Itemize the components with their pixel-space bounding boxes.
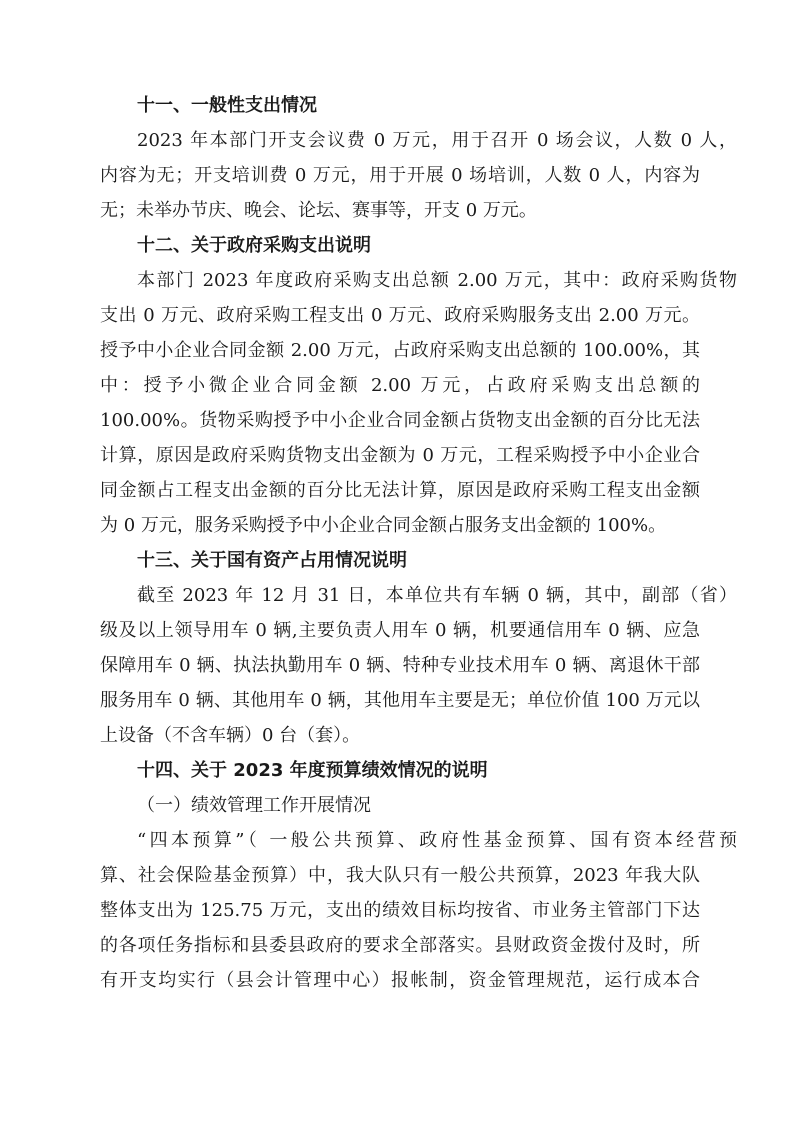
section-heading-14: 十四、关于 2023 年度预算绩效情况的说明 <box>137 760 488 781</box>
section-heading-11: 十一、一般性支出情况 <box>137 95 317 116</box>
paragraph-line: 的各项任务指标和县委县政府的要求全部落实。县财政资金拨付及时，所 <box>100 935 700 956</box>
paragraph-line: 授予中小企业合同金额 2.00 万元，占政府采购支出总额的 100.00%，其 <box>100 340 700 361</box>
paragraph-line: 算、社会保险基金预算）中，我大队只有一般公共预算，2023 年我大队 <box>100 865 700 886</box>
paragraph-line: 截至 2023 年 12 月 31 日，本单位共有车辆 0 辆，其中，副部（省） <box>137 585 737 606</box>
paragraph-line: 级及以上领导用车 0 辆,主要负责人用车 0 辆，机要通信用车 0 辆、应急 <box>100 620 700 641</box>
paragraph-line: 服务用车 0 辆、其他用车 0 辆，其他用车主要是无；单位价值 100 万元以 <box>100 690 700 711</box>
subsection-heading: （一）绩效管理工作开展情况 <box>137 795 371 816</box>
paragraph-line: 中：授予小微企业合同金额 2.00 万元，占政府采购支出总额的 <box>100 375 700 396</box>
paragraph-line: 计算，原因是政府采购货物支出金额为 0 万元，工程采购授予中小企业合 <box>100 445 700 466</box>
paragraph-line: 整体支出为 125.75 万元，支出的绩效目标均按省、市业务主管部门下达 <box>100 900 700 921</box>
paragraph-line: 100.00%。货物采购授予中小企业合同金额占货物支出金额的百分比无法 <box>100 410 700 431</box>
paragraph-line: 无；未举办节庆、晚会、论坛、赛事等，开支 0 万元。 <box>100 200 537 221</box>
paragraph-line: 内容为无；开支培训费 0 万元，用于开展 0 场培训，人数 0 人，内容为 <box>100 165 700 186</box>
document-body <box>100 88 737 998</box>
section-heading-12: 十二、关于政府采购支出说明 <box>137 235 371 256</box>
paragraph-line: 保障用车 0 辆、执法执勤用车 0 辆、特种专业技术用车 0 辆、离退休干部 <box>100 655 700 676</box>
paragraph-line: 为 0 万元，服务采购授予中小企业合同金额占服务支出金额的 100%。 <box>100 515 667 536</box>
paragraph-line: 上设备（不含车辆）0 台（套）。 <box>100 725 361 746</box>
paragraph-line: 支出 0 万元、政府采购工程支出 0 万元、政府采购服务支出 2.00 万元。 <box>100 305 700 326</box>
paragraph-line: 本部门 2023 年度政府采购支出总额 2.00 万元，其中：政府采购货物 <box>137 270 737 291</box>
paragraph-line: 2023 年本部门开支会议费 0 万元，用于召开 0 场会议，人数 0 人， <box>137 130 737 151</box>
paragraph-line: “四本预算”（ 一般公共预算、政府性基金预算、国有资本经营预 <box>137 830 737 851</box>
section-heading-13: 十三、关于国有资产占用情况说明 <box>137 550 407 571</box>
paragraph-line: 同金额占工程支出金额的百分比无法计算，原因是政府采购工程支出金额 <box>100 480 700 501</box>
paragraph-line: 有开支均实行（县会计管理中心）报帐制，资金管理规范，运行成本合 <box>100 970 700 991</box>
